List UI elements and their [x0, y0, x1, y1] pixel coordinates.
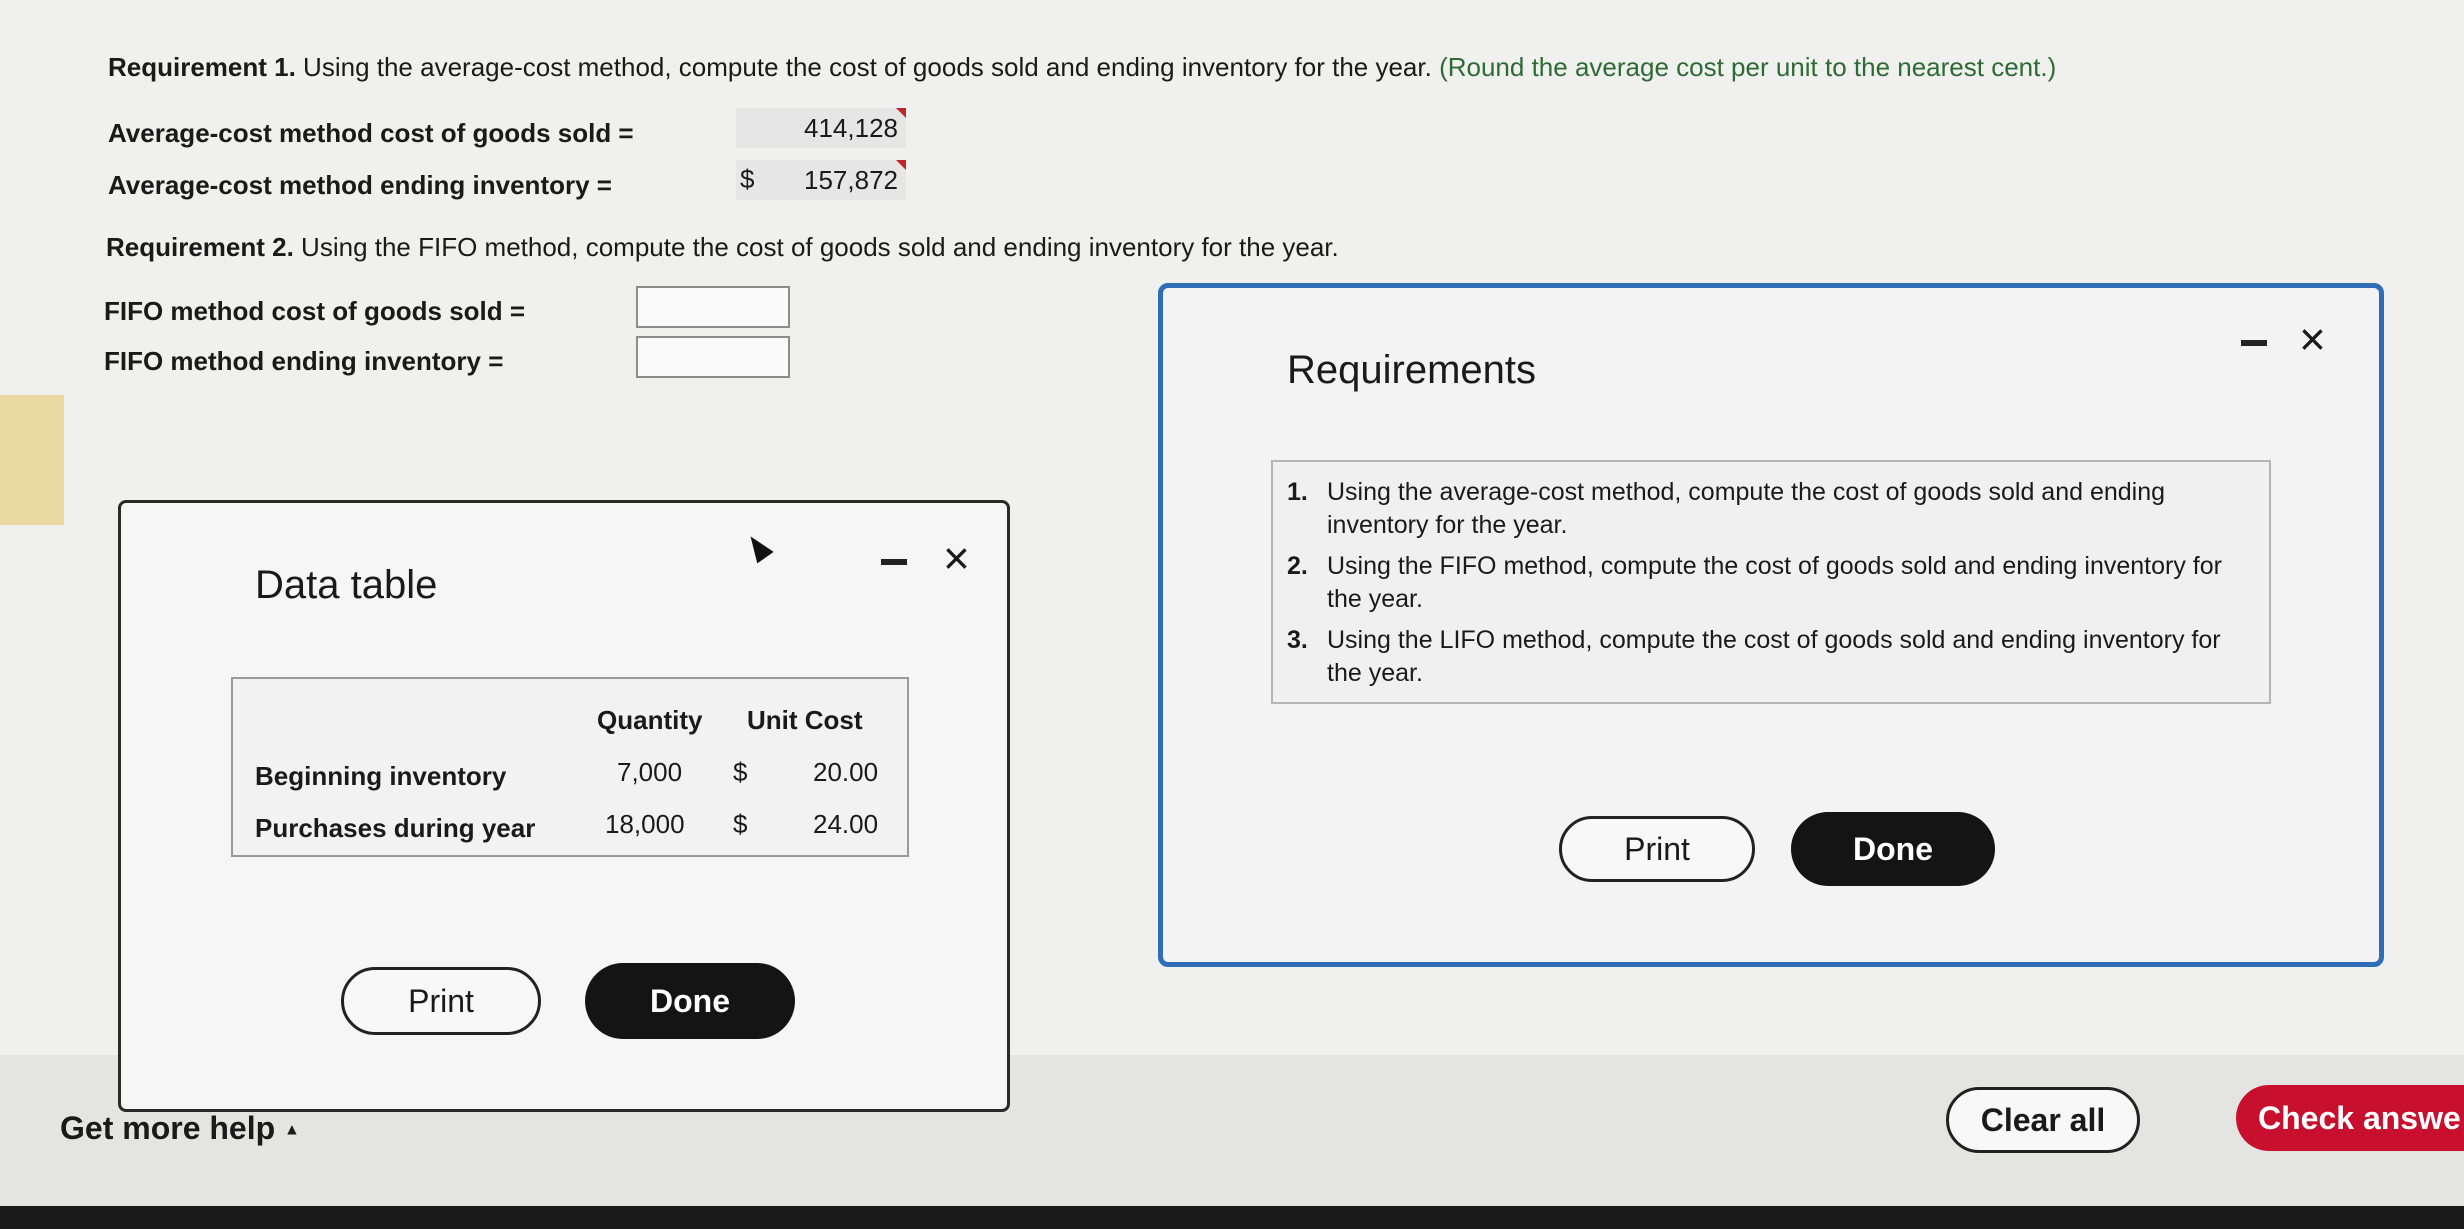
side-highlight-strip: [0, 395, 64, 525]
table-cell-currency: $: [733, 757, 748, 787]
done-button[interactable]: Done: [585, 963, 795, 1039]
caret-up-icon: ▲: [284, 1121, 300, 1139]
requirement-1-body: Using the average-cost method, compute the cost of goods sold and ending inventory for the year.: [295, 52, 1440, 82]
print-button[interactable]: Print: [341, 967, 541, 1035]
requirements-list: [1271, 460, 2271, 704]
minimize-icon[interactable]: [2241, 340, 2267, 346]
list-item-text: Using the LIFO method, compute the cost of goods sold and ending inventory for the year.: [1327, 626, 2221, 687]
done-button[interactable]: Done: [1791, 812, 1995, 886]
avg-cogs-answer[interactable]: [736, 108, 906, 148]
requirement-2-text: [106, 232, 1339, 263]
data-table-dialog: [118, 500, 1010, 1112]
table-cell-unit-cost: 24.00: [813, 809, 879, 839]
requirements-title: Requirements: [1287, 348, 1537, 392]
print-button[interactable]: Print: [1559, 816, 1755, 882]
col-header-unit-cost: Unit Cost: [747, 705, 863, 735]
avg-ending-value: 157,872: [804, 165, 898, 195]
table-row-label: Beginning inventory: [255, 761, 507, 791]
requirement-1-hint: (Round the average cost per unit to the nearest cent.): [1439, 52, 2057, 82]
fifo-cogs-label: FIFO method cost of goods sold =: [104, 296, 526, 326]
requirements-dialog: [1158, 283, 2384, 967]
requirement-1-text: [108, 52, 2056, 83]
table-row-label: Purchases during year: [255, 813, 536, 843]
avg-cogs-label: Average-cost method cost of goods sold =: [108, 118, 634, 148]
incorrect-flag-icon: [896, 108, 906, 118]
list-item-text: Using the FIFO method, compute the cost of goods sold and ending inventory for the year.: [1327, 552, 2222, 613]
incorrect-flag-icon: [896, 160, 906, 170]
avg-ending-answer[interactable]: [736, 160, 906, 200]
col-header-quantity: Quantity: [597, 705, 703, 735]
table-cell-currency: $: [733, 809, 748, 839]
requirement-2-body: Using the FIFO method, compute the cost of goods sold and ending inventory for the year.: [293, 232, 1339, 262]
table-cell-quantity: 18,000: [605, 809, 685, 839]
requirement-1-lead: Requirement 1.: [108, 52, 296, 82]
data-table-title: Data table: [255, 563, 438, 607]
screen-bezel: [0, 1206, 2464, 1229]
close-icon[interactable]: ×: [943, 532, 970, 584]
clear-all-button[interactable]: Clear all: [1946, 1087, 2140, 1153]
table-cell-quantity: 7,000: [617, 757, 683, 787]
fifo-ending-label: FIFO method ending inventory =: [104, 346, 504, 376]
get-more-help-label: Get more help: [60, 1110, 276, 1146]
check-answer-button[interactable]: Check answe: [2236, 1085, 2464, 1151]
list-item-number: 3.: [1287, 626, 1308, 654]
close-icon[interactable]: ×: [2299, 313, 2326, 365]
list-item-number: 1.: [1287, 478, 1308, 506]
minimize-icon[interactable]: [881, 559, 907, 565]
get-more-help-link[interactable]: [60, 1110, 300, 1147]
data-table: [231, 677, 909, 857]
list-item-number: 2.: [1287, 552, 1308, 580]
list-item-text: Using the average-cost method, compute the cost of goods sold and ending inventory for the year.: [1327, 478, 2166, 539]
fifo-cogs-input[interactable]: [636, 286, 790, 328]
table-cell-unit-cost: 20.00: [813, 757, 879, 787]
fifo-ending-input[interactable]: [636, 336, 790, 378]
avg-ending-currency: $: [740, 164, 755, 194]
avg-ending-label: Average-cost method ending inventory =: [108, 170, 612, 200]
requirement-2-lead: Requirement 2.: [106, 232, 294, 262]
avg-cogs-value: 414,128: [804, 113, 898, 143]
